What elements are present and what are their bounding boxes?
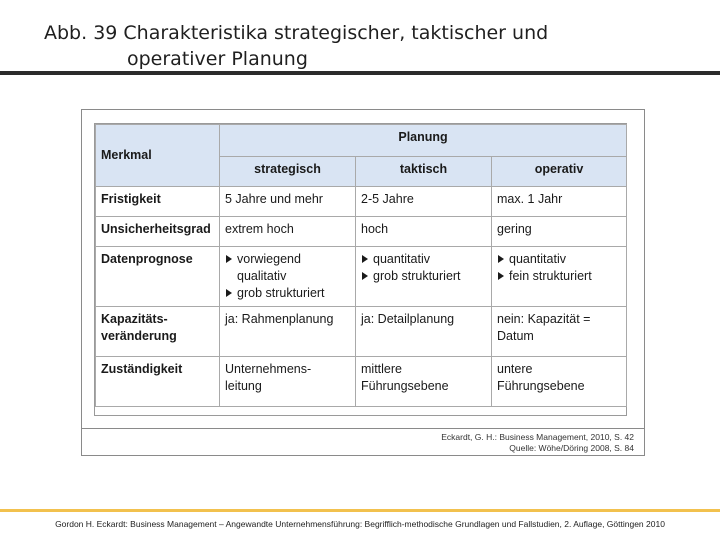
cell-text: extrem hoch bbox=[225, 222, 294, 236]
row-label bbox=[96, 307, 220, 357]
footer-divider bbox=[0, 509, 720, 512]
bullet-triangle-icon bbox=[362, 255, 368, 263]
column-header-2: operativ bbox=[492, 157, 627, 187]
row-label-text: Kapazitäts- bbox=[101, 312, 168, 326]
table-cell bbox=[356, 217, 492, 247]
bullet-text: grob strukturiert bbox=[373, 269, 461, 283]
footer-citation: Gordon H. Eckardt: Business Management – Angewandte Unternehmensführung: Begrifflich-methodische Grundlagen und Fallstudien, 2. Auflage, Göttingen 2010 bbox=[55, 519, 665, 529]
cell-text: untere bbox=[497, 362, 533, 376]
table-cell bbox=[220, 247, 356, 307]
characteristics-table bbox=[95, 124, 627, 407]
table-cell bbox=[220, 307, 356, 357]
table-cell bbox=[356, 357, 492, 407]
row-label-text: veränderung bbox=[101, 329, 177, 343]
bullet-triangle-icon bbox=[362, 272, 368, 280]
table-cell bbox=[492, 187, 627, 217]
cell-text: gering bbox=[497, 222, 532, 236]
row-label bbox=[96, 187, 220, 217]
cell-text: max. 1 Jahr bbox=[497, 192, 563, 206]
cell-text: ja: Rahmenplanung bbox=[225, 312, 334, 326]
cell-text: Führungsebene bbox=[361, 379, 449, 393]
row-label bbox=[96, 357, 220, 407]
slide-title-line2: operativer Planung bbox=[127, 48, 308, 70]
table-cell bbox=[356, 247, 492, 307]
header-merkmal: Merkmal bbox=[96, 125, 220, 187]
source-line2: Quelle: Wöhe/Döring 2008, S. 84 bbox=[509, 443, 634, 453]
column-header-1: taktisch bbox=[356, 157, 492, 187]
bullet-triangle-icon bbox=[226, 255, 232, 263]
title-divider bbox=[0, 71, 720, 75]
table-row bbox=[96, 217, 627, 247]
row-label bbox=[96, 217, 220, 247]
cell-text: Führungsebene bbox=[497, 379, 585, 393]
cell-text: ja: Detailplanung bbox=[361, 312, 455, 326]
table-cell bbox=[220, 217, 356, 247]
table-row bbox=[96, 187, 627, 217]
table-cell bbox=[220, 357, 356, 407]
header-planung: Planung bbox=[220, 125, 627, 157]
bullet-text: quantitativ bbox=[509, 252, 566, 266]
table-row bbox=[96, 357, 627, 407]
table-cell bbox=[492, 357, 627, 407]
table-cell bbox=[492, 217, 627, 247]
row-label bbox=[96, 247, 220, 307]
cell-text: Unternehmens- bbox=[225, 362, 312, 376]
bullet-triangle-icon bbox=[226, 289, 232, 297]
source-line1: Eckardt, G. H.: Business Management, 2010, S. 42 bbox=[441, 432, 634, 442]
bullet-text: grob strukturiert bbox=[237, 286, 325, 300]
cell-text: Datum bbox=[497, 329, 534, 343]
slide-title-line1: Abb. 39 Charakteristika strategischer, taktischer und bbox=[44, 22, 549, 44]
column-header-0: strategisch bbox=[220, 157, 356, 187]
table-cell bbox=[492, 247, 627, 307]
row-label-text: Fristigkeit bbox=[101, 192, 161, 206]
bullet-text: vorwiegend bbox=[237, 252, 301, 266]
table-cell bbox=[356, 307, 492, 357]
cell-text: 5 Jahre und mehr bbox=[225, 192, 323, 206]
table-cell bbox=[492, 307, 627, 357]
bullet-text: qualitativ bbox=[237, 269, 287, 283]
cell-text: leitung bbox=[225, 379, 262, 393]
row-label-text: Datenprognose bbox=[101, 252, 193, 266]
cell-text: nein: Kapazität = bbox=[497, 312, 591, 326]
table-container bbox=[94, 123, 627, 416]
slide-title bbox=[44, 20, 684, 72]
source-note bbox=[82, 428, 644, 456]
cell-text: mittlere bbox=[361, 362, 402, 376]
cell-text: hoch bbox=[361, 222, 389, 236]
bullet-triangle-icon bbox=[498, 272, 504, 280]
cell-text: 2-5 Jahre bbox=[361, 192, 414, 206]
figure-frame bbox=[81, 109, 645, 456]
bullet-text: quantitativ bbox=[373, 252, 430, 266]
table-cell bbox=[220, 187, 356, 217]
bullet-text: fein strukturiert bbox=[509, 269, 592, 283]
table-cell bbox=[356, 187, 492, 217]
bullet-triangle-icon bbox=[498, 255, 504, 263]
table-row bbox=[96, 307, 627, 357]
table-row bbox=[96, 247, 627, 307]
row-label-text: Unsicherheitsgrad bbox=[101, 222, 211, 236]
row-label-text: Zuständigkeit bbox=[101, 362, 183, 376]
